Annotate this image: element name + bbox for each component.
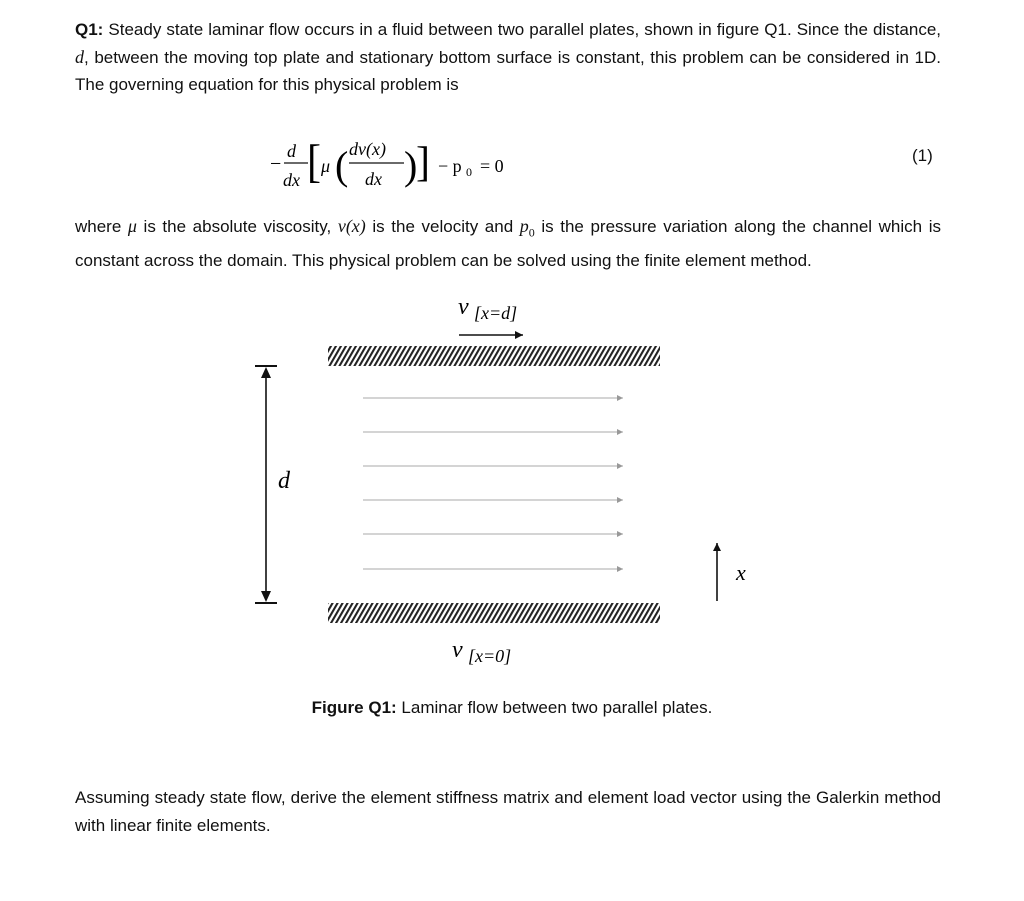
eq-d-numerator: d [287,141,296,161]
question-intro-part2: , between the moving top plate and stationary bottom surface is constant, this problem can be considered in 1D. The governing equation for this physical problem is [75,47,941,94]
eq-dx-denominator: dx [283,170,300,190]
bottom-plate [328,603,660,623]
task-paragraph: Assuming steady state flow, derive the element stiffness matrix and element load vector using the Galerkin method with linear finite elements. [75,788,941,835]
eq-right-bracket: ] [416,140,430,186]
where-part2: is the absolute viscosity, [136,217,338,236]
question-paragraph [75,16,941,99]
dimension-arrow-down [261,591,271,602]
distance-dimension [255,366,277,603]
equation-number: (1) [912,146,933,165]
eq-p0-term: − p [438,156,462,176]
eq-left-bracket: [ [307,136,321,188]
where-part4: is the pressure variation along the channel which is constant across the domain. This physical problem can be solved using the finite element method. [75,217,941,270]
eq-left-paren: ( [335,143,349,188]
top-plate [328,346,660,366]
where-p0-subscript: 0 [528,225,535,240]
caption-label: Figure Q1: [311,698,397,717]
governing-equation [265,130,565,200]
where-mu: μ [127,216,137,236]
figure-caption [0,698,1024,718]
flow-lines [363,398,623,569]
question-label: Q1: [75,20,104,39]
bottom-velocity-label: v [452,637,463,663]
eq-dx-inner: dx [365,169,382,189]
eq-right-paren: ) [404,143,418,188]
top-velocity-label: v [458,294,469,320]
x-axis-label: x [736,560,746,585]
eq-p0-subscript: 0 [466,165,472,179]
figure-q1 [240,285,780,675]
where-part1: where [75,217,128,236]
where-p0: p [519,216,529,236]
where-paragraph [75,213,941,274]
question-intro-part1: Steady state laminar flow occurs in a fluid between two parallel plates, shown in figure Q1. Since the distance, [103,20,941,39]
distance-label: d [278,468,290,494]
eq-mu: μ [321,156,331,176]
variable-d: d [75,46,84,67]
eq-equals-zero: = 0 [480,156,504,176]
where-part3: is the velocity and [365,217,520,236]
top-velocity-subscript: [x=d] [474,303,518,323]
eq-minus: − [270,153,282,175]
dimension-arrow-up [261,367,271,378]
bottom-velocity-subscript: [x=0] [468,646,512,666]
eq-dvx: dv(x) [349,139,386,159]
caption-text: Laminar flow between two parallel plates. [396,698,713,717]
where-vx: v(x) [337,216,366,236]
